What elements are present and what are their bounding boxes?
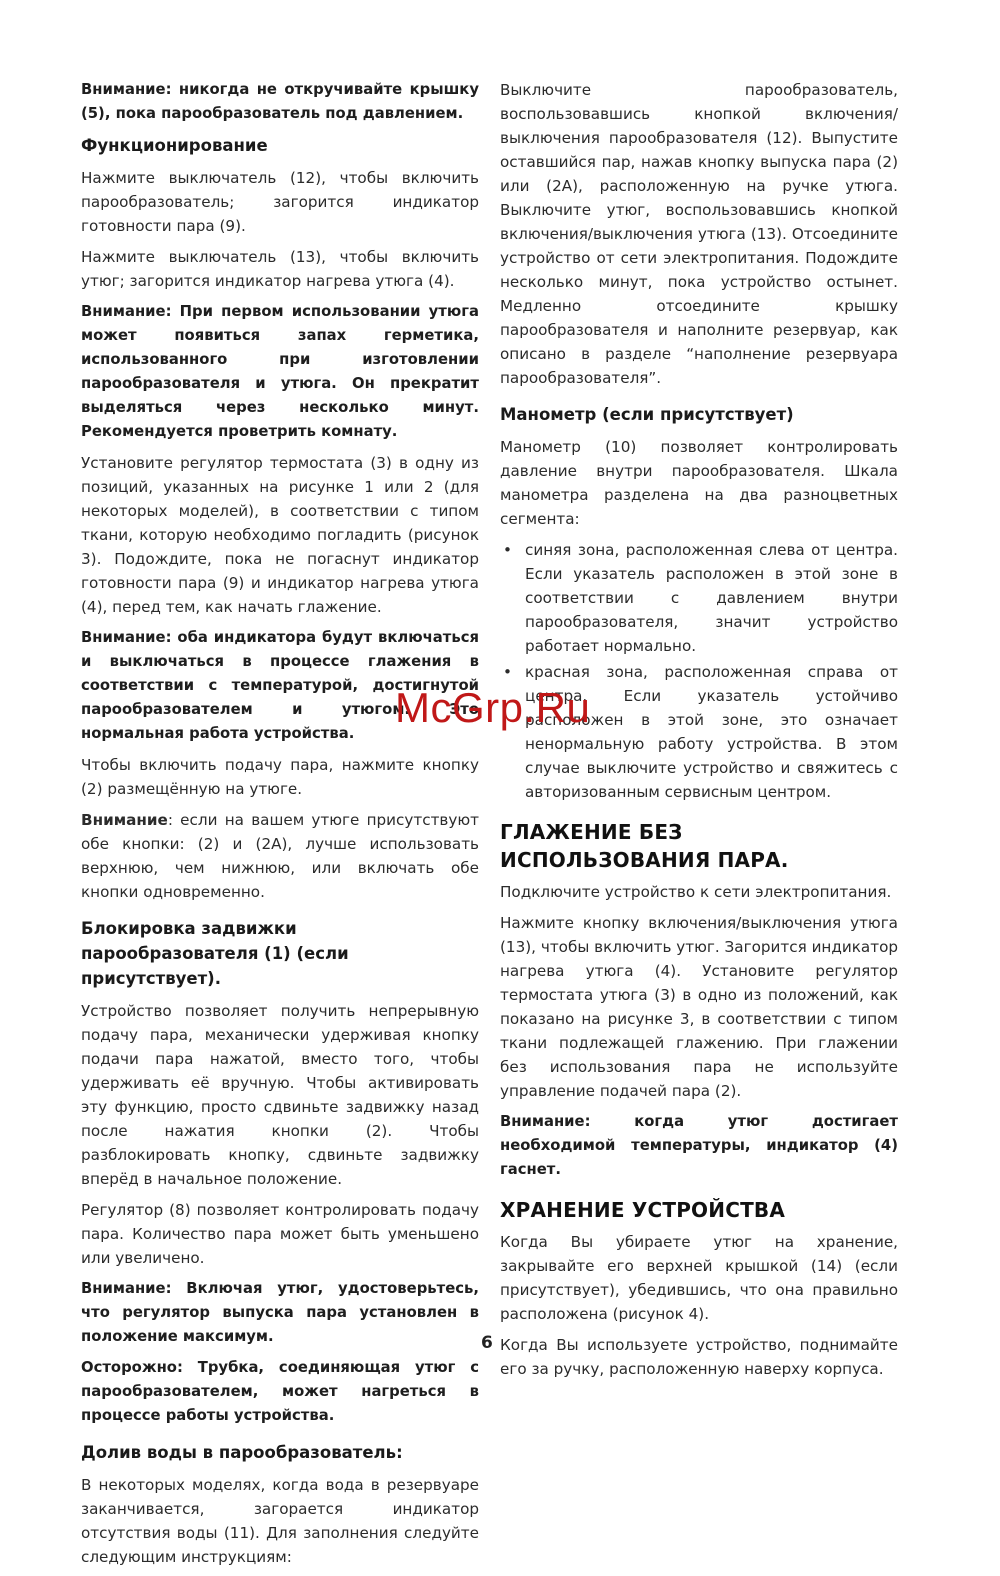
paragraph-thermostat: Установите регулятор термостата (3) в одну из позиций, указанных на рисунке 1 или 2 (для некоторых моделей), в соответствии с типом ткани, которую необходимо погладить (рисунок 3). Подождите, пока не погаснут индикатор готовности пара (9) и индикатор нагрева утюга (4), перед тем, как начать глажение. bbox=[81, 454, 479, 616]
warning-temperature-reached: Внимание: когда утюг достигает необходимой температуры, индикатор (4) гаснет. bbox=[500, 1113, 898, 1178]
caution-hose-hot: Осторожно: Трубка, соединяющая утюг с парообразователем, может нагреться в процессе работы устройства. bbox=[81, 1359, 479, 1424]
heading-water-refill: Долив воды в парообразователь: bbox=[81, 1443, 403, 1462]
bullet-icon: • bbox=[503, 541, 512, 559]
left-column bbox=[81, 78, 479, 1576]
paragraph-steam-regulator: Регулятор (8) позволяет контролировать подачу пара. Количество пара может быть уменьшено или увеличено. bbox=[81, 1201, 479, 1267]
heading-operation: Функционирование bbox=[81, 136, 268, 155]
warning-cap-pressure: Внимание: никогда не откручивайте крышку (5), пока парообразователь под давлением. bbox=[81, 81, 479, 122]
warning-regulator-max: Внимание: Включая утюг, удостоверьтесь, что регулятор выпуска пара установлен в положение максимум. bbox=[81, 1280, 479, 1345]
heading-manometer: Манометр (если присутствует) bbox=[500, 405, 794, 424]
watermark: McGrp.Ru bbox=[395, 684, 591, 731]
heading-ironing-without-steam: ГЛАЖЕНИЕ БЕЗ ИСПОЛЬЗОВАНИЯ ПАРА. bbox=[500, 820, 789, 872]
list-item-text: красная зона, расположенная справа от центра. Если указатель устойчиво расположен в этой зоне, это означает ненормальную работу устройства. В этом случае выключите устройство и свяжитесь с авторизованным сервисным центром. bbox=[525, 663, 898, 801]
page-number: 6 bbox=[481, 1333, 493, 1353]
paragraph-two-buttons bbox=[81, 808, 479, 904]
bullet-icon: • bbox=[503, 663, 512, 681]
paragraph-manometer: Манометр (10) позволяет контролировать давление внутри парообразователя. Шкала манометра разделена на два разноцветных сегмента: bbox=[500, 438, 898, 528]
warning-indicators: Внимание: оба индикатора будут включаться и выключаться в процессе глажения в соответствии с температурой, достигнутой парообразователем и утюгом. Это нормальная работа устройства. bbox=[81, 629, 479, 742]
paragraph-water-refill: В некоторых моделях, когда вода в резервуаре заканчивается, загорается индикатор отсутствия воды (11). Для заполнения следуйте следующим инструкциям: bbox=[81, 1476, 479, 1566]
warning-first-use: Внимание: При первом использовании утюга может появиться запах герметика, использованного при изготовлении парообразователя и утюга. Он прекратит выделяться через несколько минут. Рекомендуется проветрить комнату. bbox=[81, 303, 479, 440]
paragraph-switch-off-refill: Выключите парообразователь, воспользовавшись кнопкой включения/выключения парообразователя (12). Выпустите оставшийся пар, нажав кнопку выпуска пара (2) или (2A), расположенную на ручке утюга. Выключите утюг, воспользовавшись кнопкой включения/выключения утюга (13). Отсоедините устройство от сети электропитания. Подождите несколько минут, пока устройство остынет. Медленно отсоедините крышку парообразователя и наполните резервуар, как описано в разделе “наполнение резервуара парообразователя”. bbox=[500, 81, 898, 387]
warning-label: Внимание bbox=[81, 811, 168, 829]
right-column bbox=[500, 78, 898, 1388]
heading-storage: ХРАНЕНИЕ УСТРОЙСТВА bbox=[500, 1198, 786, 1222]
warning-text: : если на вашем утюге присутствуют обе кнопки: (2) и (2A), лучше использовать верхнюю, чем нижнюю, или включать обе кнопки одновременно. bbox=[81, 811, 479, 901]
paragraph-ironing-without-steam: Нажмите кнопку включения/выключения утюга (13), чтобы включить утюг. Загорится индикатор нагрева утюга (4). Установите регулятор термостата утюга (3) в одно из положений, как показано на рисунке 3, в соответствии с типом ткани подлежащей глажению. При глажении без использования пара не используйте управление подачей пара (2). bbox=[500, 914, 898, 1100]
paragraph-connect-power: Подключите устройство к сети электропитания. bbox=[500, 883, 892, 901]
paragraph-steam-button: Чтобы включить подачу пара, нажмите кнопку (2) размещённую на утюге. bbox=[81, 756, 479, 798]
manometer-zones-list bbox=[500, 538, 898, 804]
list-item-red-zone bbox=[500, 660, 898, 804]
paragraph-switch-steam: Нажмите выключатель (12), чтобы включить парообразователь; загорится индикатор готовности пара (9). bbox=[81, 169, 479, 235]
paragraph-latch-lock: Устройство позволяет получить непрерывную подачу пара, механически удерживая кнопку подачи пара нажатой, вместо того, чтобы удерживать её вручную. Чтобы активировать эту функцию, просто сдвиньте задвижку назад после нажатия кнопки (2). Чтобы разблокировать кнопку, сдвиньте задвижку вперёд в начальное положение. bbox=[81, 1002, 479, 1188]
list-item-blue-zone bbox=[500, 538, 898, 658]
paragraph-storage-cover: Когда Вы убираете утюг на хранение, закрывайте его верхней крышкой (14) (если присутствует), убедившись, что она правильно расположена (рисунок 4). bbox=[500, 1233, 898, 1323]
paragraph-storage-handle: Когда Вы используете устройство, поднимайте его за ручку, расположенную наверху корпуса. bbox=[500, 1336, 898, 1378]
heading-latch-lock: Блокировка задвижки парообразователя (1) (если присутствует). bbox=[81, 919, 349, 988]
list-item-text: синяя зона, расположенная слева от центра. Если указатель расположен в этой зоне в соответствии с давлением внутри парообразователя, значит устройство работает нормально. bbox=[525, 541, 898, 655]
paragraph-switch-iron: Нажмите выключатель (13), чтобы включить утюг; загорится индикатор нагрева утюга (4). bbox=[81, 248, 479, 290]
